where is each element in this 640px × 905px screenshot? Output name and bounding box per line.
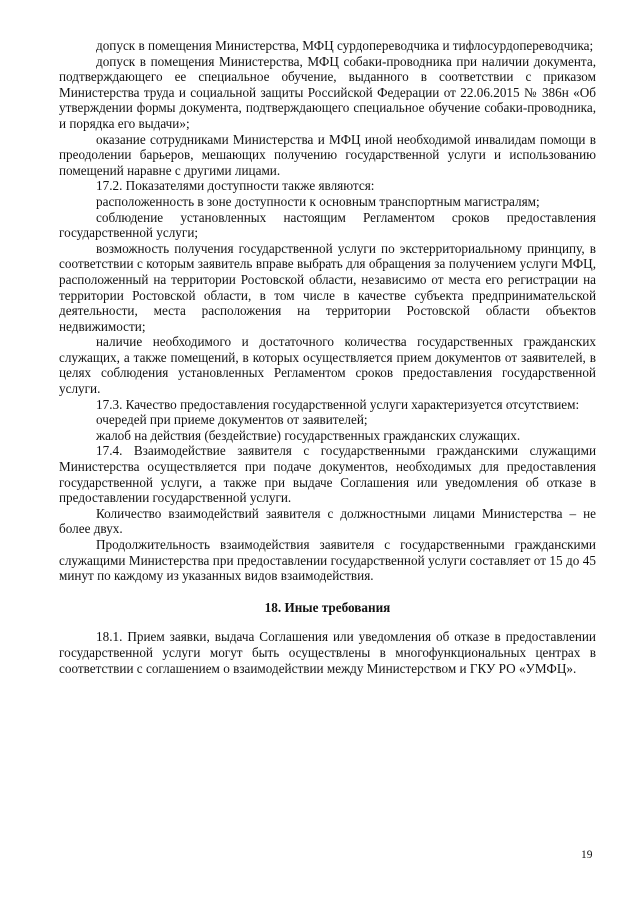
paragraph: 17.2. Показателями доступности также являются: — [96, 178, 375, 194]
paragraph: 17.4. Взаимодействие заявителя с государственными гражданскими служащими Министерства осуществляется при подаче документов, необходимых для предоставления государственной услуги, а также при выдаче Соглашения или уведомления об отказе в предоставлении государственной услуги. — [59, 443, 596, 506]
paragraph: соблюдение установленных настоящим Регламентом сроков предоставления государственной услуги; — [59, 209, 596, 241]
paragraph: расположенность в зоне доступности к основным транспортным магистралям; — [96, 193, 540, 209]
paragraph: допуск в помещения Министерства, МФЦ собаки-проводника при наличии документа, подтверждающего ее специальное обучение, выданного в соответствии с приказом Министерства труда и социальной защиты Российской Федерации от 22.06.2015 № 386н «Об утверждении формы документа, подтверждающего специальное обучение собаки-проводника, и порядка его выдачи»; — [59, 53, 596, 131]
page-number: 19 — [581, 849, 593, 861]
paragraph: возможность получения государственной услуги по экстерриториальному принципу, в соответствии с которым заявитель вправе выбрать для обращения за получением услуги МФЦ, расположенный на территории Ростовской области, независимо от места его регистрации на территории Ростовской области, в том числе в качестве субъекта предпринимательской деятельности, места расположения на территории Ростовской области объектов недвижимости; — [59, 240, 596, 334]
paragraph: 17.3. Качество предоставления государственной услуги характеризуется отсутствием: — [96, 396, 580, 412]
paragraph: оказание сотрудниками Министерства и МФЦ иной необходимой инвалидам помощи в преодолении барьеров, мешающих получению государственной услуги и использованию помещений наравне с другими лицами. — [59, 131, 596, 178]
document-page — [59, 38, 596, 676]
paragraph: допуск в помещения Министерства, МФЦ сурдопереводчика и тифлосурдопереводчика; — [96, 38, 594, 53]
paragraph: 18.1. Прием заявки, выдача Соглашения или уведомления об отказе в предоставлении государственной услуги могут быть осуществлены в многофункциональных центрах в соответствии с соглашением о взаимодействии между Министерством и ГКУ РО «УМФЦ». — [59, 629, 596, 676]
paragraph: очередей при приеме документов от заявителей; — [96, 412, 368, 428]
section-heading: 18. Иные требования — [264, 599, 391, 615]
paragraph: Продолжительность взаимодействия заявителя с государственными гражданскими служащими Министерства при предоставлении государственной услуги составляет от 15 до 45 минут по каждому из указанных видов взаимодействия. — [59, 537, 596, 584]
paragraph: наличие необходимого и достаточного количества государственных гражданских служащих, а также помещений, в которых осуществляется прием документов от заявителей, в целях соблюдения установленных Регламентом сроков предоставления государственной услуги. — [59, 334, 596, 397]
paragraph: жалоб на действия (бездействие) государственных гражданских служащих. — [96, 427, 521, 443]
paragraph: Количество взаимодействий заявителя с должностными лицами Министерства – не более двух. — [59, 505, 596, 537]
